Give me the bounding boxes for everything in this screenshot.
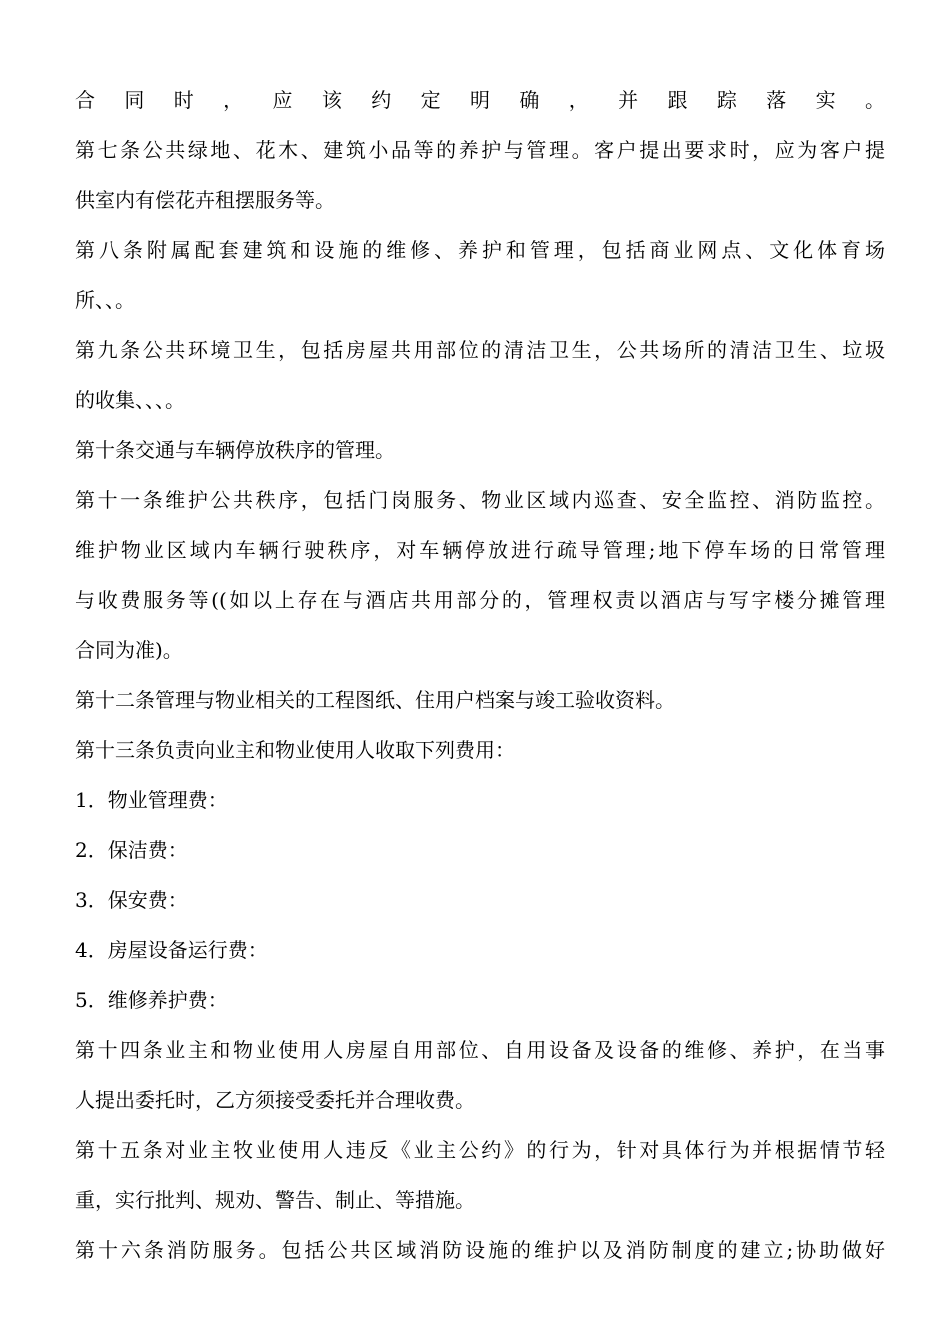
text-line: 的收集、、、。 — [75, 388, 185, 412]
text-line: 第十六条消防服务。包括公共区域消防设施的维护以及消防制度的建立;协助做好 — [75, 1238, 885, 1262]
text-line: 第七条公共绿地、花木、建筑小品等的养护与管理。客户提出要求时，应为客户提 — [75, 138, 885, 162]
text-line: 第十五条对业主牧业使用人违反《业主公约》的行为，针对具体行为并根据情节轻 — [75, 1138, 885, 1162]
list-item: 1．物业管理费： — [75, 788, 228, 812]
text-line: 第十四条业主和物业使用人房屋自用部位、自用设备及设备的维修、养护，在当事 — [75, 1038, 885, 1062]
list-item: 4．房屋设备运行费： — [75, 938, 268, 962]
text-line: 人提出委托时，乙方须接受委托并合理收费。 — [75, 1088, 475, 1112]
list-item: 5．维修养护费： — [75, 988, 228, 1012]
text-line: 所、、。 — [75, 288, 135, 312]
text-line: 供室内有偿花卉租摆服务等。 — [75, 188, 335, 212]
text-line: 重，实行批判、规劝、警告、制止、等措施。 — [75, 1188, 475, 1212]
text-line: 维护物业区域内车辆行驶秩序，对车辆停放进行疏导管理;地下停车场的日常管理 — [75, 538, 885, 562]
text-line: 第八条附属配套建筑和设施的维修、养护和管理，包括商业网点、文化体育场 — [75, 238, 885, 262]
text-line: 第九条公共环境卫生，包括房屋共用部位的清洁卫生，公共场所的清洁卫生、垃圾 — [75, 338, 885, 362]
text-line: 合同时，应该约定明确，并跟踪落实。 — [75, 88, 885, 112]
text-line: 第十三条负责向业主和物业使用人收取下列费用： — [75, 738, 515, 762]
text-line: 第十一条维护公共秩序，包括门岗服务、物业区域内巡查、安全监控、消防监控。 — [75, 488, 885, 512]
text-line: 与收费服务等((如以上存在与酒店共用部分的，管理权责以酒店与写字楼分摊管理 — [75, 588, 885, 612]
text-line: 第十二条管理与物业相关的工程图纸、住用户档案与竣工验收资料。 — [75, 688, 675, 712]
text-line: 合同为准)。 — [75, 638, 183, 662]
text-line: 第十条交通与车辆停放秩序的管理。 — [75, 438, 395, 462]
list-item: 3．保安费： — [75, 888, 188, 912]
list-item: 2．保洁费： — [75, 838, 188, 862]
